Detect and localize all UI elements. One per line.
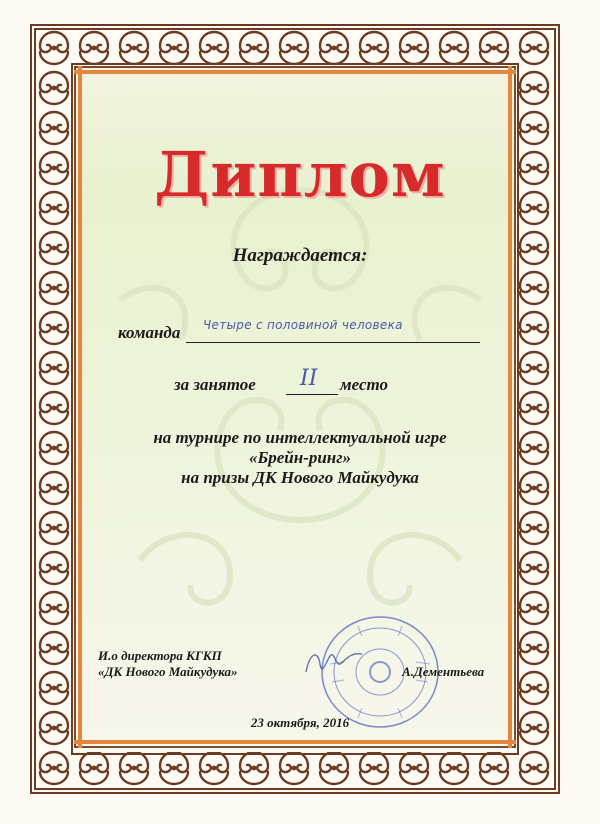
- tournament-line-1: на турнире по интеллектуальной игре: [153, 428, 447, 447]
- director-signature: [300, 642, 370, 682]
- team-underline: [186, 342, 480, 343]
- awarded-heading: Награждается:: [232, 245, 368, 266]
- orange-stripe-bottom: [74, 740, 516, 744]
- diploma-title: Диплом: [154, 138, 446, 211]
- team-name-handwritten: Четыре с половиной человека: [203, 318, 403, 332]
- director-title-line-2: «ДК Нового Майкудука»: [98, 664, 238, 679]
- orange-stripe-top: [74, 70, 516, 74]
- place-label: за занятое: [174, 375, 256, 394]
- place-underline: [286, 394, 338, 395]
- place-suffix: место: [340, 375, 389, 394]
- team-label: команда: [118, 323, 181, 342]
- tournament-line-2: «Брейн-ринг»: [248, 448, 352, 467]
- issue-date: 23 октября, 2016: [250, 715, 350, 730]
- tournament-line-3: на призы ДК Нового Майкудука: [181, 468, 419, 487]
- place-handwritten: II: [300, 366, 318, 391]
- director-title-line-1: И.о директора КГКП: [98, 648, 222, 663]
- signer-name: А.Дементьева: [402, 664, 485, 679]
